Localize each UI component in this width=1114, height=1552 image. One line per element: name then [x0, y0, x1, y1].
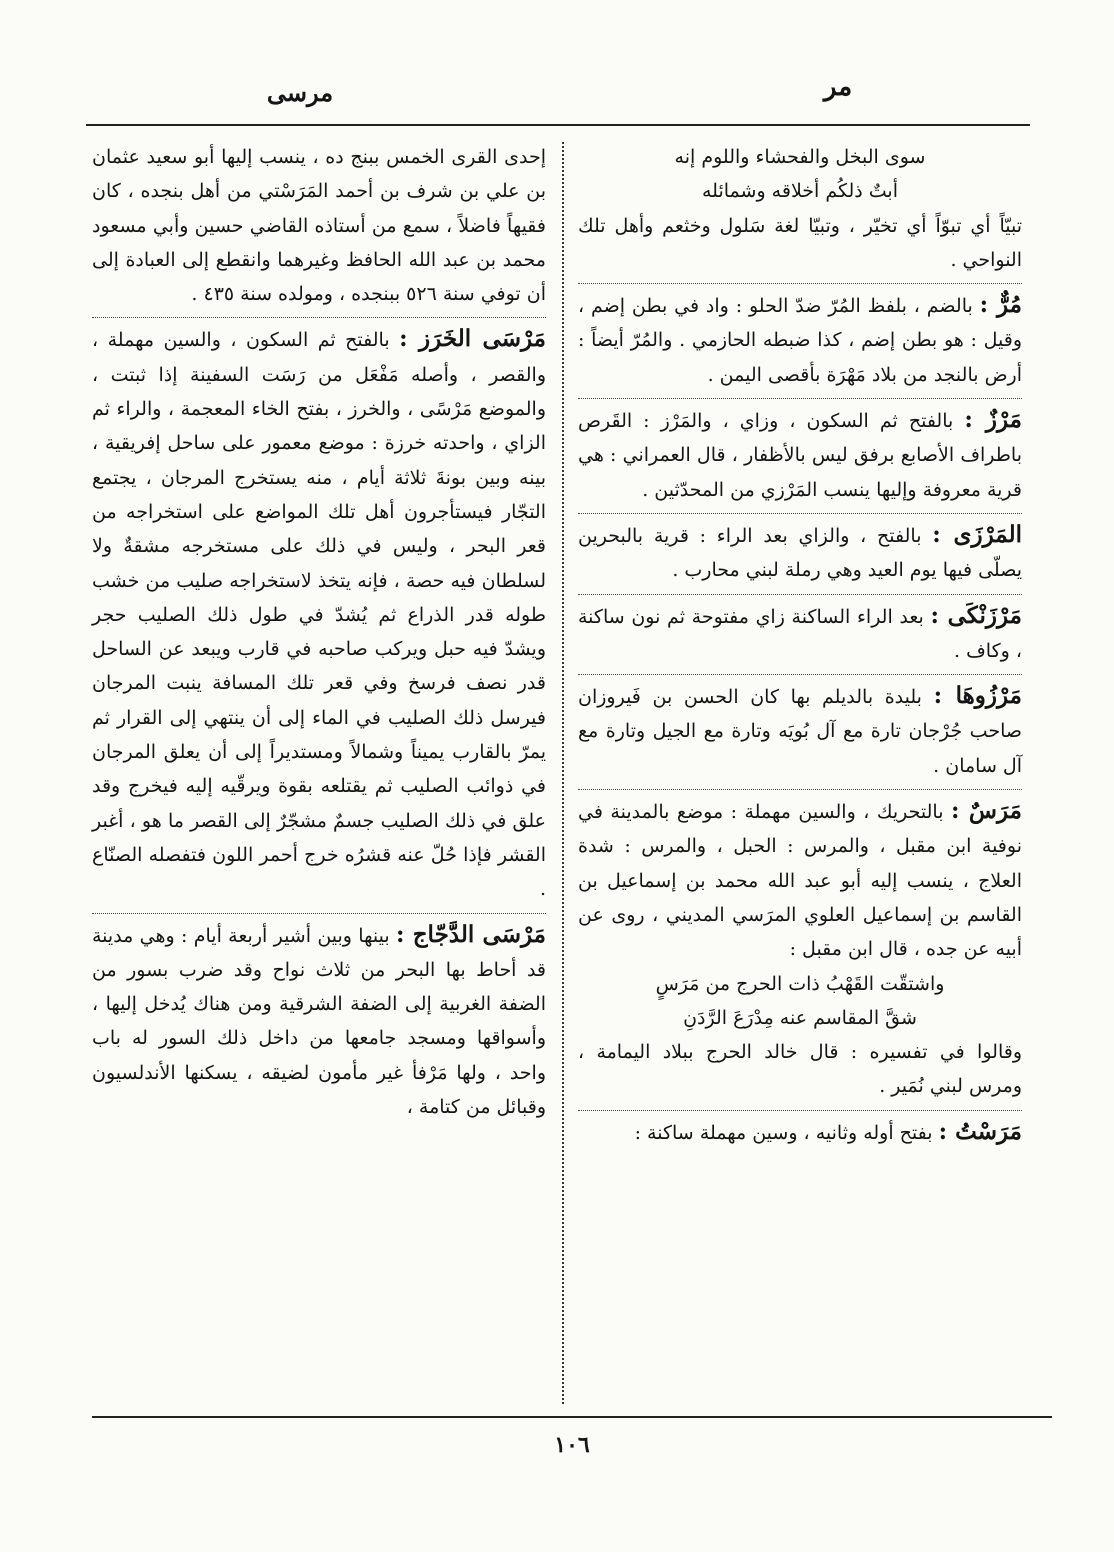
dictionary-entry	[578, 283, 1022, 392]
entry-continuation	[92, 140, 546, 311]
entry-text: بعد الراء الساكنة زاي مفتوحة ثم نون ساكنة ، وكاف .	[578, 605, 1022, 662]
entry-headword: مَرْسَى الدَّجّاج :	[395, 920, 546, 948]
running-header-left: مرسى	[266, 78, 334, 107]
right-column	[578, 140, 1022, 1150]
entry-headword: مَرْزُوهَا :	[933, 682, 1022, 710]
dictionary-entry	[578, 674, 1022, 783]
entry-headword: مَرَسْتُ :	[938, 1117, 1022, 1145]
page-number: ١٠٦	[554, 1432, 590, 1458]
entry-headword: مَرَسٌ :	[950, 797, 1022, 825]
left-column	[92, 140, 546, 1124]
verse-line: سوى البخل والفحشاء واللوم إنه	[674, 146, 926, 168]
entry-headword: مَرْزَنْكَى :	[930, 601, 1023, 629]
entry-headword: المَرْزَى :	[932, 520, 1022, 548]
entry-text: بالفتح ، والزاي بعد الراء : قرية بالبحرين يصلّى فيها يوم العيد وهي رملة لبني محارب .	[578, 524, 1022, 582]
entry-text: تبيّاً أي تبوّاً أي تخيّر ، وتبيّا لغة سَلول وخثعم وأهل تلك النواحي .	[578, 214, 1022, 271]
verse-line: أبتٌ ذلكُم أخلاقه وشمائله	[702, 180, 898, 203]
dictionary-entry	[578, 789, 1022, 966]
entry-continuation	[578, 209, 1022, 278]
entry-text: بفتح أوله وثانيه ، وسين مهملة ساكنة :	[634, 1121, 933, 1144]
entry-text: وقالوا في تفسيره : قال خالد الحرج ببلاد اليمامة ، ومرس لبني نُمَير .	[578, 1041, 1022, 1098]
dictionary-entry	[92, 913, 546, 1125]
entry-text: بينها وبين أشير أربعة أيام : وهي مدينة قد أحاط بها البحر من ثلاث نواح وقد ضرب بسور من الضفة الغربية إلى الضفة الشرقية ومن هناك يُدخل إليها ، وأسواقها ومسجد جامعها من داخل ذلك السور له باب واحد ، ولها مَرْفأ غير مأمون لضيقه ، يسكنها الأندلسيون وقبائل من كتامة ،	[92, 924, 546, 1119]
dictionary-entry	[578, 1110, 1022, 1150]
verse-line: شقَّ المقاسم عنه مِدْرَعَ الرَّدَنِ	[683, 1006, 917, 1029]
entry-headword: مَرْزٌ :	[964, 406, 1022, 434]
entry-text: بالتحريك ، والسين مهملة : موضع بالمدينة في نوفية ابن مقبل ، والمرس : الحبل ، والمرس : شدة العلاج ، ينسب إليه أبو عبد الله محمد بن إسماعيل بن القاسم بن إسماعيل العلوي المرَسي المديني ، روى عن أبيه عن جده ، قال ابن مقبل :	[578, 801, 1022, 961]
entry-headword: مُرٌّ :	[979, 291, 1022, 319]
running-header-right: مر	[823, 72, 853, 102]
dictionary-entry	[578, 513, 1022, 588]
entry-text: بليدة بالديلم بها كان الحسن بن فَيروزان صاحب جُرْجان تارة مع آل بُويَه وتارة مع الجيل وتارة مع آل سامان .	[578, 686, 1022, 777]
bottom-rule	[92, 1416, 1052, 1418]
column-divider	[562, 142, 564, 1404]
entry-text: بالفتح ثم السكون ، والسين مهملة ، والقصر ، وأصله مَفْعَل من رَسَت السفينة إذا ثبتت ، والموضع مَرْسًى ، والخرز ، بفتح الخاء المعجمة ، والراء ثم الزاي ، واحدته خرزة : موضع معمور على ساحل إفريقية ، بينه وبين بونةَ ثلاثة أيام ، منه يستخرج المرجان ، يجتمع التجّار فيستأجرون أهل تلك المواضع على استخراجه من قعر البحر ، وليس في ذلك على مستخرجه مشقةٌ ولا لسلطان فيه حصة ، فإنه يتخذ لاستخراجه صليب من خشب طوله قدر الذراع ثم يُشدّ في طول ذلك الصليب حجر ويشدّ فيه حبل ويركب صاحبه في قارب ويبعد عن الساحل قدر نصف فرسخ وفي قعر تلك المسافة ينبت المرجان فيرسل ذلك الصليب في الماء إلى أن ينتهي إلى القرار ثم يمرّ بالقارب يميناً وشمالاً ومستديراً إلى أن يعلق المرجان في ذوائب الصليب ثم يقتلعه بقوة ويرقّيه إليه فيخرج وقد علق في ذلك الصليب جسمٌ مشجّرٌ إلى القصر ما هو ، أغبر القشر فإذا حُلّ عنه قشرُه خرج أحمر اللون فتفصله الصنّاع .	[92, 329, 546, 901]
entry-continuation	[578, 1035, 1022, 1104]
dictionary-entry	[92, 317, 546, 906]
entry-headword: مَرْسَى الخَرَز :	[399, 325, 546, 353]
entry-text: بالفتح ثم السكون ، وزاي ، والمَرْز : القَرص باطراف الأصابع برفق ليس بالأظفار ، قال العمراني : هي قرية معروفة وإليها ينسب المَرْزي من المحدّثين .	[578, 410, 1022, 501]
entry-text: بالضم ، بلفظ المُرّ ضدّ الحلو : واد في بطن إضم ، وقيل : هو بطن إضم ، كذا ضبطه الحازمي . والمُرّ أيضاً : أرض بالنجد من بلاد مَهْرَة بأقصى اليمن .	[578, 295, 1022, 386]
dictionary-entry	[578, 398, 1022, 507]
top-rule	[86, 124, 1030, 126]
dictionary-entry	[578, 594, 1022, 669]
verse-line: واشتقّت القَهْبُ ذات الحرج من مَرَسٍ	[655, 972, 945, 995]
entry-text: إحدى القرى الخمس ببنج ده ، ينسب إليها أبو سعيد عثمان بن علي بن شرف بن أحمد المَرَسْتي من أهل بنجده ، كان فقيهاً فاضلاً ، سمع من أستاذه القاضي حسين وأبي مسعود محمد بن عبد الله الحافظ وغيرهما وانقطع إلى العبادة إلى أن توفي سنة ٥٢٦ ببنجده ، ومولده سنة ٤٣٥ .	[92, 146, 546, 306]
